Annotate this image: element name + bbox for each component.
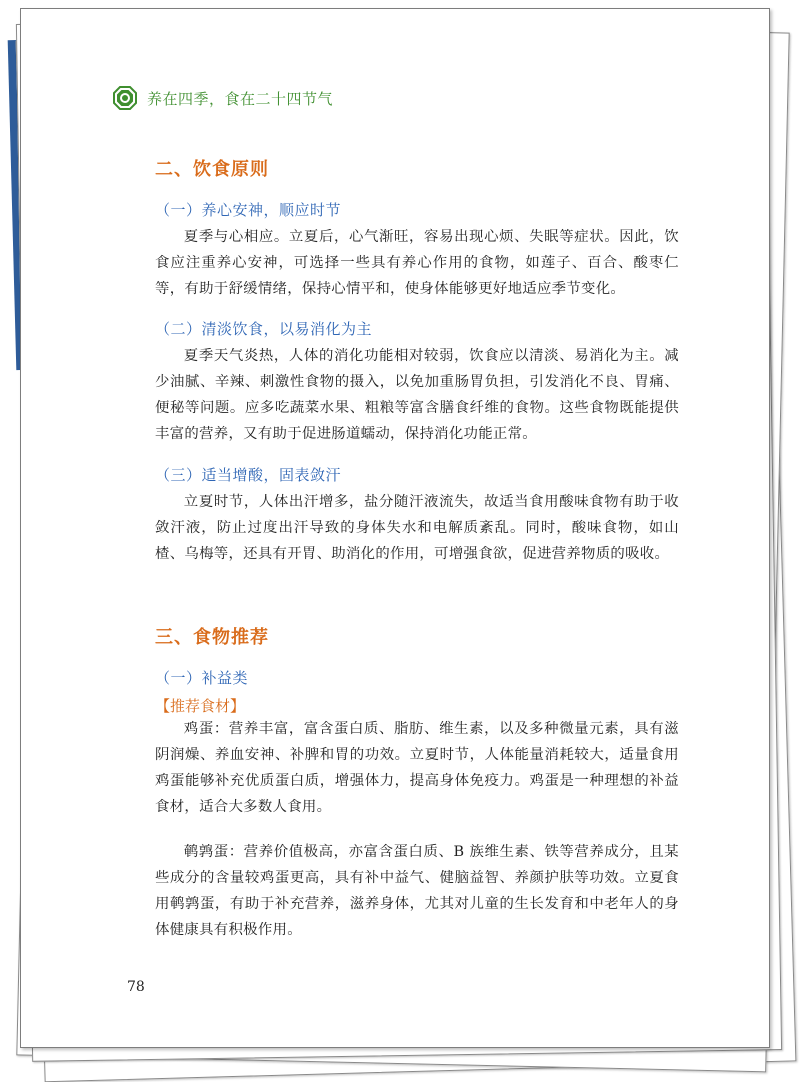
header-title: 养在四季，食在二十四节气 bbox=[147, 89, 334, 108]
subheading-sour-food: （三）适当增酸，固表敛汗 bbox=[155, 466, 342, 484]
book-page bbox=[20, 8, 770, 1048]
paragraph-light-diet: 夏季天气炎热，人体的消化功能相对较弱，饮食应以清淡、易消化为主。减少油腻、辛辣、刺激性食物的摄入，以免加重肠胃负担，引发消化不良、胃痛、便秘等问题。应多吃蔬菜水果、粗粮等富含膳食纤维的食物。这些食物既能提供丰富的营养，又有助于促进肠道蠕动，保持消化功能正常。 bbox=[155, 348, 679, 442]
paragraph-sour-food: 立夏时节，人体出汗增多，盐分随汗液流失，故适当食用酸味食物有助于收敛汗液，防止过度出汗导致的身体失水和电解质紊乱。同时，酸味食物，如山楂、乌梅等，还具有开胃、助消化的作用，可增强食欲，促进营养物质的吸收。 bbox=[155, 494, 679, 562]
recommended-ingredients-tag: 【推荐食材】 bbox=[155, 697, 246, 715]
subheading-nourish-heart: （一）养心安神，顺应时节 bbox=[155, 201, 342, 219]
page-number: 78 bbox=[127, 979, 145, 995]
section-heading-food-recommend: 三、食物推荐 bbox=[155, 627, 269, 648]
subheading-light-diet: （二）清淡饮食，以易消化为主 bbox=[155, 320, 373, 338]
paragraph-nourish-heart: 夏季与心相应。立夏后，心气渐旺，容易出现心烦、失眠等症状。因此，饮食应注重养心安神，可选择一些具有养心作用的食物，如莲子、百合、酸枣仁等，有助于舒缓情绪，保持心情平和，使身体能够更好地适应季节变化。 bbox=[155, 229, 679, 297]
section-heading-diet-principles: 二、饮食原则 bbox=[155, 159, 269, 180]
running-header bbox=[113, 85, 333, 111]
paragraph-egg: 鸡蛋：营养丰富，富含蛋白质、脂肪、维生素，以及多种微量元素，具有滋阴润燥、养血安神、补脾和胃的功效。立夏时节，人体能量消耗较大，适量食用鸡蛋能够补充优质蛋白质，增强体力，提高身体免疫力。鸡蛋是一种理想的补益食材，适合大多数人食用。 bbox=[155, 721, 679, 815]
subheading-tonic: （一）补益类 bbox=[155, 669, 249, 687]
ornament-icon bbox=[113, 86, 137, 110]
paragraph-quail-egg: 鹌鹑蛋：营养价值极高，亦富含蛋白质、B 族维生素、铁等营养成分，且某些成分的含量较鸡蛋更高，具有补中益气、健脑益智、养颜护肤等功效。立夏食用鹌鹑蛋，有助于补充营养，滋养身体，尤其对儿童的生长发育和中老年人的身体健康具有积极作用。 bbox=[155, 844, 679, 938]
